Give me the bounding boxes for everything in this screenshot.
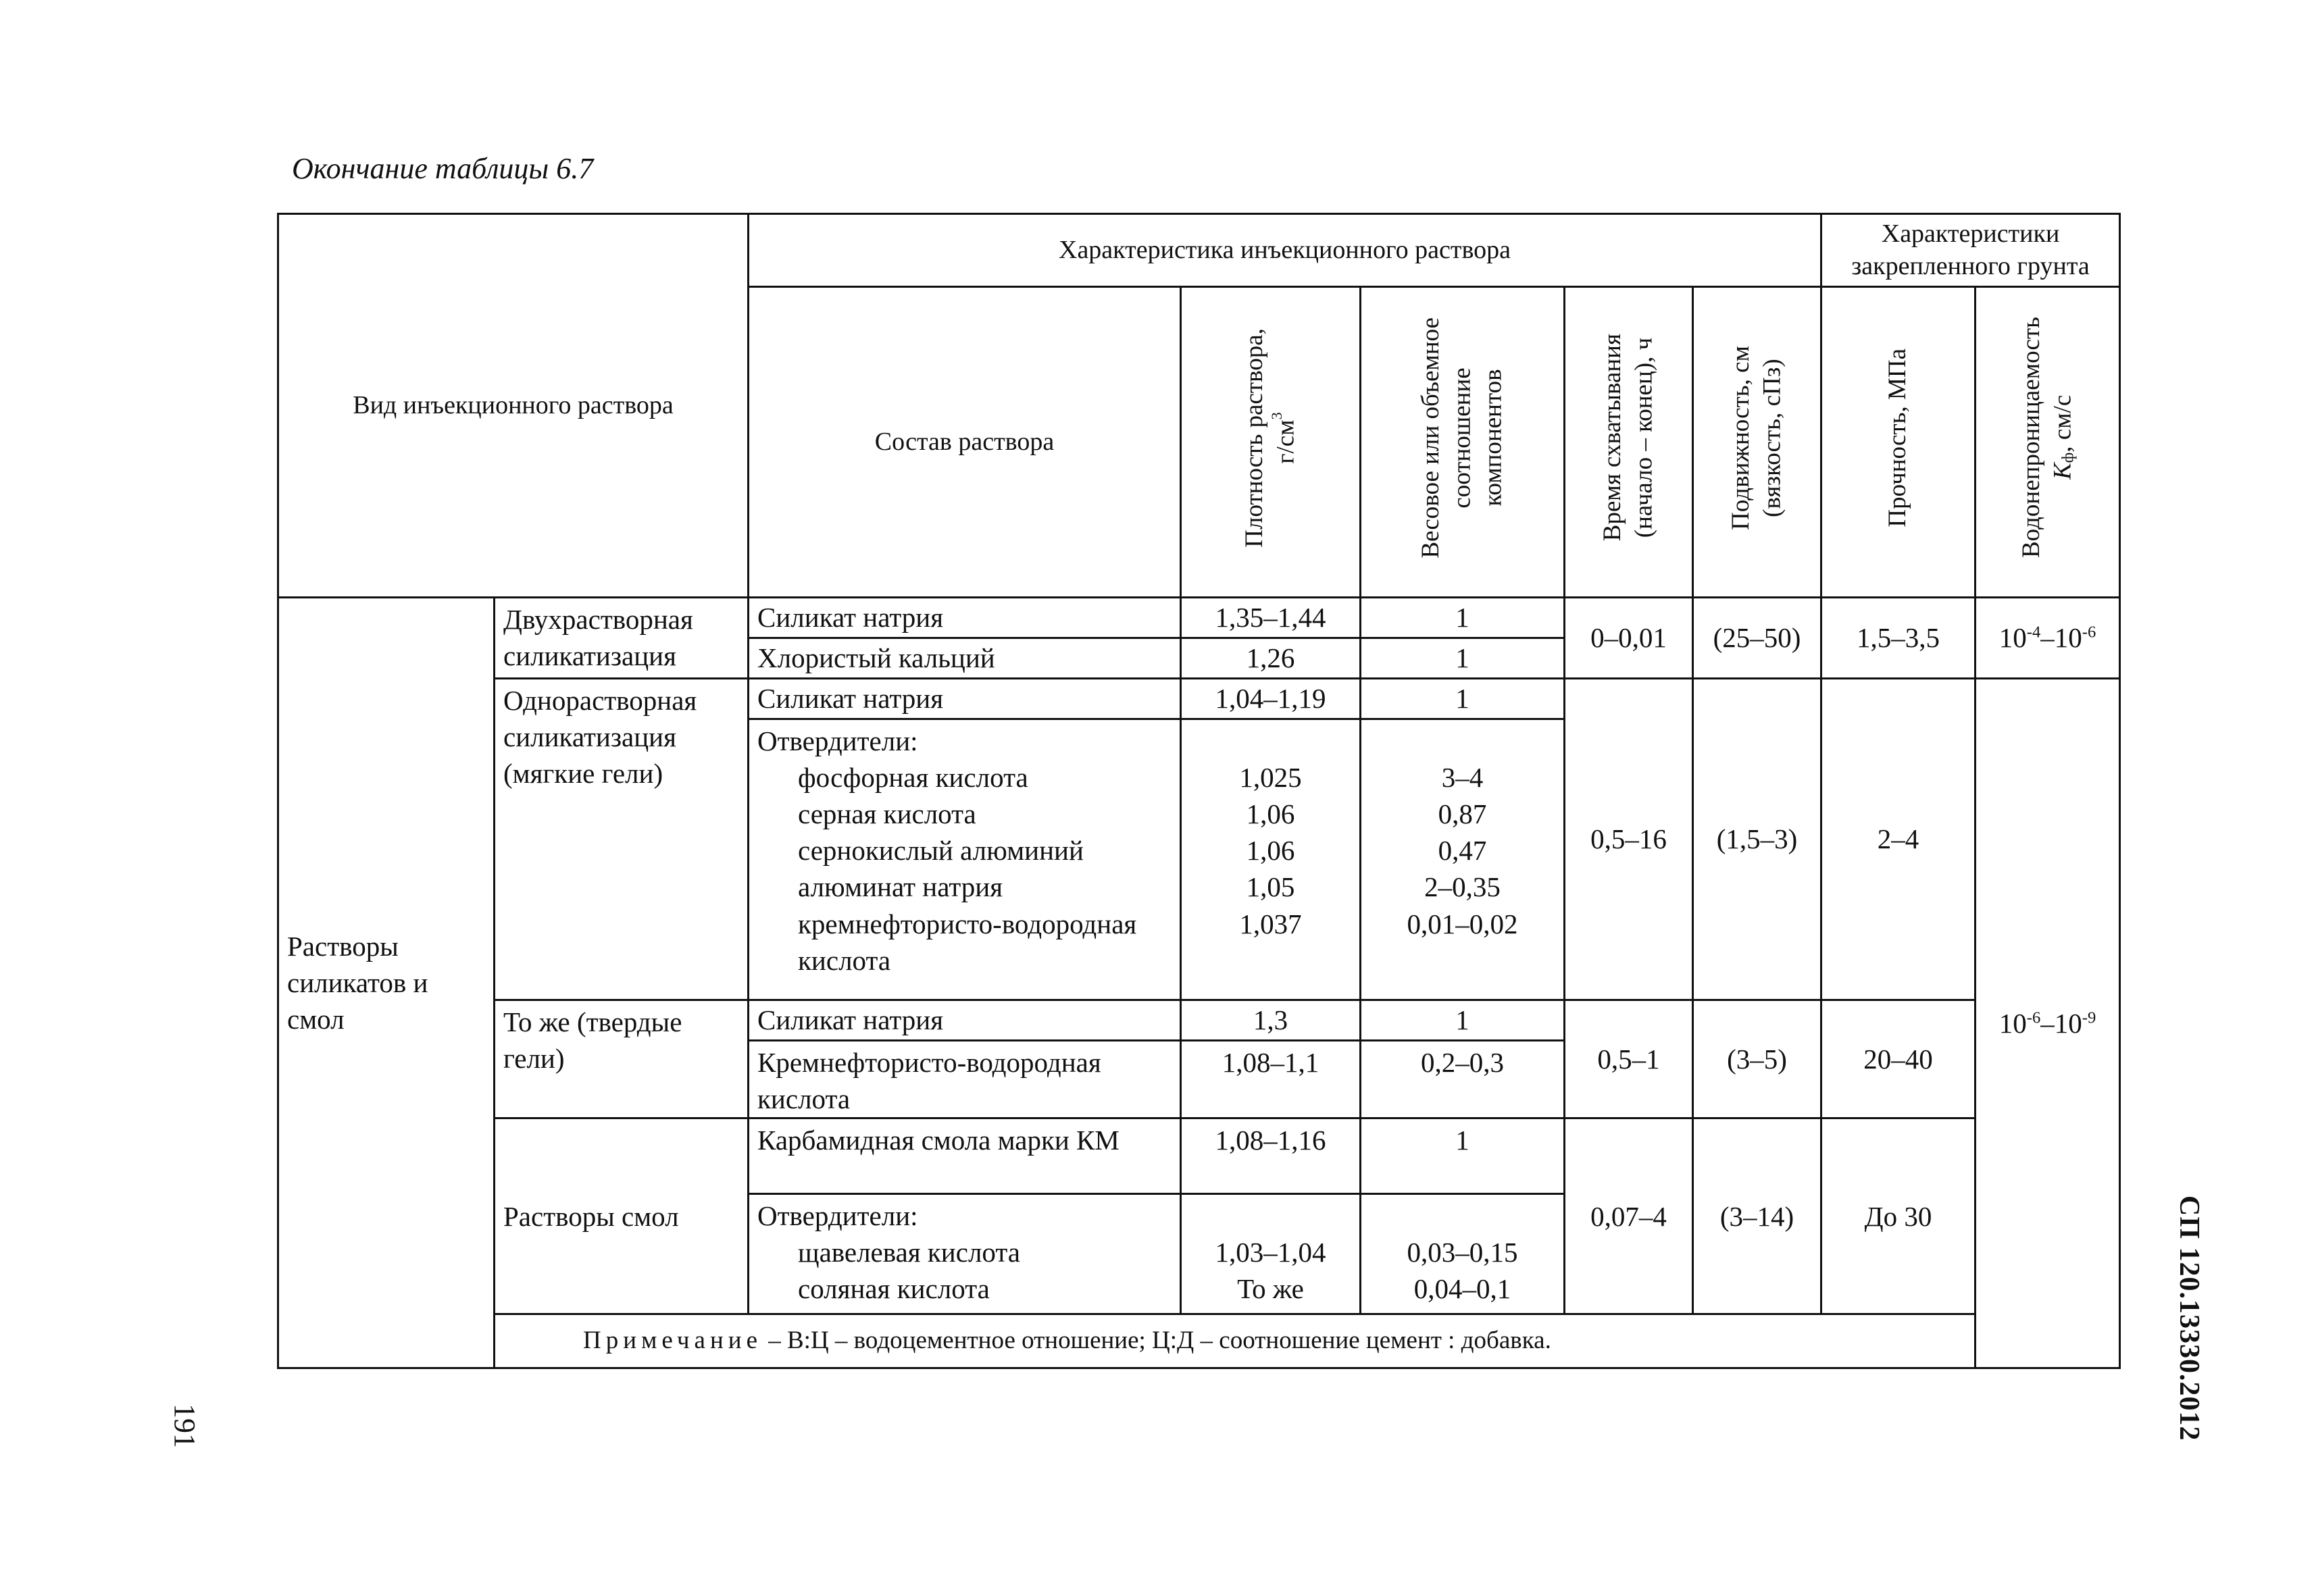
cell-ratio: 1: [1361, 1000, 1565, 1041]
cell-composition: Хлористый кальций: [749, 638, 1181, 679]
cell-hardener-ratios: 0,03–0,15 0,04–0,1: [1361, 1194, 1565, 1314]
header-solution-group: Характеристика инъекционного раствора: [749, 214, 1821, 287]
table-row: [278, 1118, 2120, 1194]
cell-permeability-shared: $10^{-6}-10^{-9}$: [1976, 679, 2120, 1368]
header-mobility: Подвижность, см (вязкость, сПз): [1693, 287, 1821, 598]
table-row: [278, 1000, 2120, 1041]
header-grout-type: Вид инъекционного раствора: [278, 214, 749, 598]
cell-strength: 2–4: [1821, 679, 1976, 1000]
header-composition: Состав раствора: [749, 287, 1181, 598]
cell-set-time: 0,5–16: [1565, 679, 1693, 1000]
page-number: 191: [168, 1404, 201, 1448]
row-name-resins: Растворы смол: [495, 1118, 749, 1314]
cell-ratio: 1: [1361, 598, 1565, 638]
cell-mobility: (1,5–3): [1693, 679, 1821, 1000]
table-row: [278, 679, 2120, 719]
cell-density: 1,26: [1181, 638, 1361, 679]
cell-density: 1,04–1,19: [1181, 679, 1361, 719]
cell-hardener-ratios: 3–4 0,87 0,47 2–0,35 0,01–0,02: [1361, 719, 1565, 1000]
cell-strength: До 30: [1821, 1118, 1976, 1314]
cell-hardeners: Отвердители: фосфорная кислота серная кислота сернокислый алюминий алюминат натрия кремнефтористо-водородная кислота: [749, 719, 1181, 1000]
document-code: СП 120.13330.2012: [2173, 1195, 2205, 1441]
cell-composition: Кремнефтористо-водородная кислота: [749, 1041, 1181, 1118]
row-name-one-solution: Однорастворная силикатизация (мягкие гели): [495, 679, 749, 1000]
table-row: [278, 598, 2120, 638]
header-permeability: Водонепроницаемость $K_ф$, см/с: [1976, 287, 2120, 598]
cell-ratio: 0,2–0,3: [1361, 1041, 1565, 1118]
cell-density: 1,3: [1181, 1000, 1361, 1041]
cell-strength: 1,5–3,5: [1821, 598, 1976, 679]
header-density: Плотность раствора, $г/см^3$: [1181, 287, 1361, 598]
cell-mobility: (3–5): [1693, 1000, 1821, 1118]
cell-mobility: (25–50): [1693, 598, 1821, 679]
header-set-time: Время схватывания (начало – конец), ч: [1565, 287, 1693, 598]
cell-composition: Силикат натрия: [749, 598, 1181, 638]
cell-density: 1,35–1,44: [1181, 598, 1361, 638]
cell-mobility: (3–14): [1693, 1118, 1821, 1314]
cell-hardener-densities: 1,025 1,06 1,06 1,05 1,037: [1181, 719, 1361, 1000]
cell-ratio: 1: [1361, 679, 1565, 719]
header-ratio: Весовое или объемное соотношение компонентов: [1361, 287, 1565, 598]
table-note: Примечание – В:Ц – водоцементное отношение; Ц:Д – соотношение цемент : добавка.: [495, 1314, 2120, 1368]
grout-table: [277, 213, 2121, 1369]
cell-set-time: 0,07–4: [1565, 1118, 1693, 1314]
header-strength: Прочность, МПа: [1821, 287, 1976, 598]
cell-set-time: 0,5–1: [1565, 1000, 1693, 1118]
cell-permeability: $10^{-4}-10^{-6}$: [1976, 598, 2120, 679]
cell-density: 1,08–1,16: [1181, 1118, 1361, 1194]
cell-density: 1,08–1,1: [1181, 1041, 1361, 1118]
cell-hardener-densities: 1,03–1,04 То же: [1181, 1194, 1361, 1314]
cell-composition: Силикат натрия: [749, 1000, 1181, 1041]
cell-composition: Силикат натрия: [749, 679, 1181, 719]
cell-hardeners: Отвердители: щавелевая кислота соляная кислота: [749, 1194, 1181, 1314]
cell-composition: Карбамидная смола марки КМ: [749, 1118, 1181, 1194]
cell-set-time: 0–0,01: [1565, 598, 1693, 679]
note-row: [278, 1314, 2120, 1368]
group-label: Растворы силикатов и смол: [278, 598, 495, 1368]
table-caption: Окончание таблицы 6.7: [292, 152, 594, 185]
cell-ratio: 1: [1361, 1118, 1565, 1194]
row-name-hard-gels: То же (твердые гели): [495, 1000, 749, 1118]
cell-strength: 20–40: [1821, 1000, 1976, 1118]
cell-ratio: 1: [1361, 638, 1565, 679]
row-name-two-solution: Двухрастворная силикатизация: [495, 598, 749, 679]
header-soil-group: Характеристики закрепленного грунта: [1821, 214, 2120, 287]
